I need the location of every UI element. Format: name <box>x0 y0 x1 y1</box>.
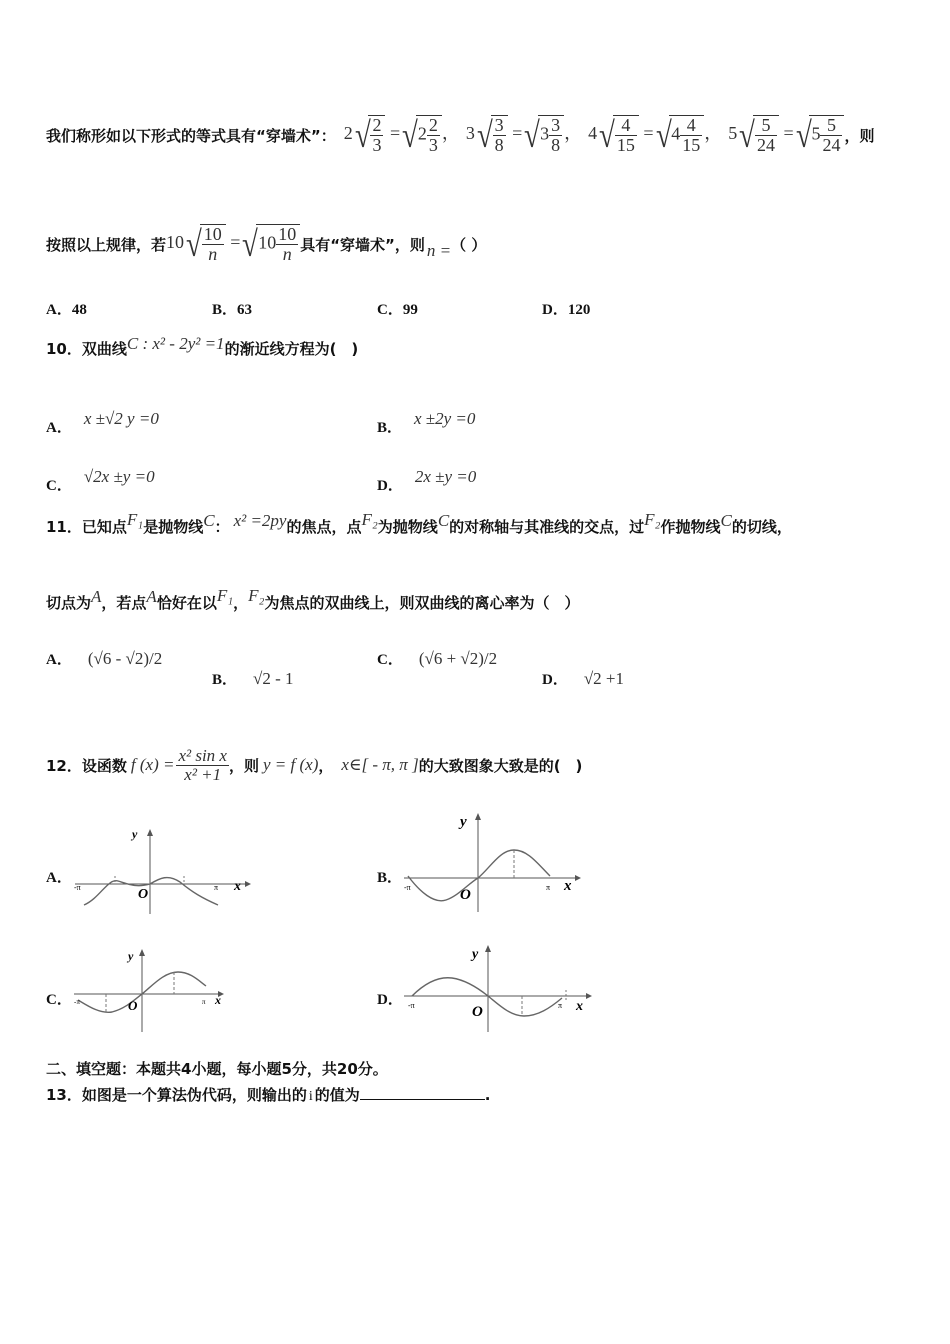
q9-option-d[interactable]: D．120 <box>542 302 591 318</box>
section-2-heading: 二、填空题：本题共4小题，每小题5分，共20分。 <box>46 1060 388 1078</box>
origin-label: O <box>472 1004 483 1020</box>
y-axis-arrow <box>147 829 153 836</box>
y-axis-arrow <box>485 945 491 952</box>
q11-line2 <box>46 585 580 613</box>
x-axis-arrow <box>575 875 581 881</box>
q10-number: 10． <box>46 340 82 358</box>
q12-y-expr: y = f (x) <box>263 755 319 774</box>
q13-var: i <box>308 1089 313 1104</box>
q11-a: A <box>91 586 102 606</box>
pi-label: π <box>214 883 219 892</box>
q11-line1 <box>46 509 792 537</box>
pi-label: π <box>202 998 206 1006</box>
neg-pi-label: -π <box>408 1001 415 1010</box>
pi-label: π <box>546 883 551 892</box>
q11-text-4: 的焦点，点 <box>286 518 362 536</box>
neg-pi-label: -π <box>74 883 81 892</box>
q9-intro: 我们称形如以下形式的等式具有“穿墙术”： <box>46 126 336 145</box>
q10-text-a: 双曲线 <box>81 340 127 358</box>
neg-pi-label: -π <box>74 998 80 1006</box>
q12-f-frac: $\frac{\text{x² sin x}}{\text{x² +1}}$ <box>178 745 227 784</box>
q12-option-c-label[interactable]: C． <box>46 992 72 1008</box>
q12-option-a-label[interactable]: A． <box>46 870 72 886</box>
pi-label: π <box>558 1001 563 1010</box>
x-label: x <box>564 878 572 894</box>
q13-number: 13． <box>46 1086 82 1104</box>
q10-option-a[interactable]: A． x ±√2 y =0 <box>46 408 159 436</box>
q11-text-5: 为抛物线 <box>377 518 438 536</box>
q11-c-2: C <box>437 510 450 530</box>
y-label: y <box>128 949 134 963</box>
q12-number: 12． <box>46 756 82 775</box>
q11-f2-2: F₂ <box>644 509 661 529</box>
q13-text: 如图是一个算法伪代码，则输出的 <box>81 1086 307 1104</box>
x-label: x <box>234 879 241 894</box>
q12-text-4: 的大致图象大致是的( ) <box>418 756 583 775</box>
q12-text-2: ，则 <box>228 756 259 775</box>
q11-a-2: A <box>146 586 157 606</box>
q10-option-d[interactable]: D． 2x ±y =0 <box>377 466 477 494</box>
q9-option-c[interactable]: C．99 <box>377 302 418 318</box>
q11-text-7: 作抛物线 <box>660 518 721 536</box>
q9-n-equals: n = <box>426 241 452 260</box>
q11-option-d[interactable]: D． √2 +1 <box>542 668 625 688</box>
q9-condition: 10√ $\frac{10}{n}$ =√10 $\frac{10}{n}$ <box>166 224 300 264</box>
q11-f2: F₂ <box>361 509 378 529</box>
q10-stem <box>46 333 359 359</box>
curve <box>412 978 562 1016</box>
q12-stem <box>46 730 582 800</box>
q10-text-b: 的渐近线方程为( ) <box>224 340 359 358</box>
x-axis-arrow <box>586 993 592 999</box>
y-label: y <box>460 814 467 830</box>
q11-eq: x² =2py <box>233 510 287 530</box>
q10-option-b[interactable]: B． x ±2y =0 <box>377 408 476 436</box>
q11-l2-a: 切点为 <box>46 594 92 612</box>
q11-text-3: ： <box>214 518 230 536</box>
origin-label: O <box>138 887 149 902</box>
q13-end: . <box>484 1086 491 1104</box>
q10-curve: C : x² - 2y² =1 <box>126 333 225 353</box>
neg-pi-label: -π <box>404 883 411 892</box>
q13-text-b: 的值为 <box>314 1086 360 1104</box>
q12-graph-b[interactable] <box>400 810 585 916</box>
q11-text-8: 的切线， <box>731 518 792 536</box>
q9-example-2: 3√ $\frac{3}{8}$ =√3 $\frac{3}{8}$ ， <box>465 115 583 155</box>
q11-option-c[interactable]: C． (√6 + √2)/2 <box>377 648 498 668</box>
q12-graph-d[interactable] <box>400 942 600 1036</box>
q9-option-a[interactable]: A．48 <box>46 302 87 318</box>
q12-graph-c[interactable] <box>70 946 230 1036</box>
x-axis-arrow <box>245 881 251 887</box>
q11-l2-e: 为焦点的双曲线上，则双曲线的离心率为（ ） <box>264 594 580 612</box>
q12-graph-a[interactable] <box>70 826 255 918</box>
y-label: y <box>132 827 138 841</box>
q9-example-4: 5√ $\frac{5}{24}$ =√5 $\frac{5}{24}$ <box>728 115 844 155</box>
q11-c-3: C <box>720 510 732 530</box>
q9-then: ，则 <box>844 126 875 145</box>
q12-option-b-label[interactable]: B． <box>377 870 403 886</box>
q11-text-6: 的对称轴与其准线的交点，过 <box>449 518 645 536</box>
q12-text-1: 设函数 <box>81 756 127 775</box>
q12-text-3: ， <box>318 756 334 775</box>
q13-answer-blank[interactable] <box>360 1085 485 1100</box>
y-axis-arrow <box>139 949 145 956</box>
q11-number: 11． <box>46 518 82 536</box>
q11-f1-2: F₁ <box>216 585 234 605</box>
q11-l2-d: ， <box>233 594 249 612</box>
q9-line2-a: 按照以上规律，若 <box>46 235 167 254</box>
q9-line2-b: 具有“穿墙术”，则 <box>300 235 425 254</box>
q11-option-a[interactable]: A． (√6 - √2)/2 <box>46 648 163 668</box>
q9-paren: （ ） <box>451 235 487 254</box>
q10-option-c[interactable]: C． √2x ±y =0 <box>46 466 155 494</box>
q9-line1 <box>46 100 874 170</box>
q12-f-left: f (x) = <box>130 755 175 774</box>
q11-c: C <box>203 510 215 530</box>
q9-example-3: 4√ $\frac{4}{15}$ =√4 $\frac{4}{15}$ ， <box>588 115 723 155</box>
q11-option-b[interactable]: B． √2 - 1 <box>212 668 294 688</box>
origin-label: O <box>128 998 138 1013</box>
origin-label: O <box>460 887 471 903</box>
y-axis-arrow <box>475 813 481 820</box>
x-label: x <box>215 993 221 1007</box>
q12-domain: x∈[ - π, π ] <box>341 755 419 774</box>
curve <box>84 878 218 905</box>
q9-option-b[interactable]: B．63 <box>212 302 253 318</box>
q11-l2-b: ，若点 <box>101 594 147 612</box>
q11-l2-c: 恰好在以 <box>156 594 217 612</box>
x-label: x <box>576 999 583 1014</box>
q9-example-1: 2√ $\frac{2}{3}$ =√2 $\frac{2}{3}$ ， <box>343 115 460 155</box>
q11-text-1: 已知点 <box>81 518 127 536</box>
q12-option-d-label[interactable]: D． <box>377 992 403 1008</box>
q11-f1: F₁ <box>126 509 144 529</box>
curve <box>408 850 550 901</box>
q13-stem <box>46 1084 491 1105</box>
q9-line2 <box>46 212 486 276</box>
q11-text-2: 是抛物线 <box>143 518 204 536</box>
y-label: y <box>472 947 479 962</box>
q11-f2-3: F₂ <box>248 585 265 605</box>
